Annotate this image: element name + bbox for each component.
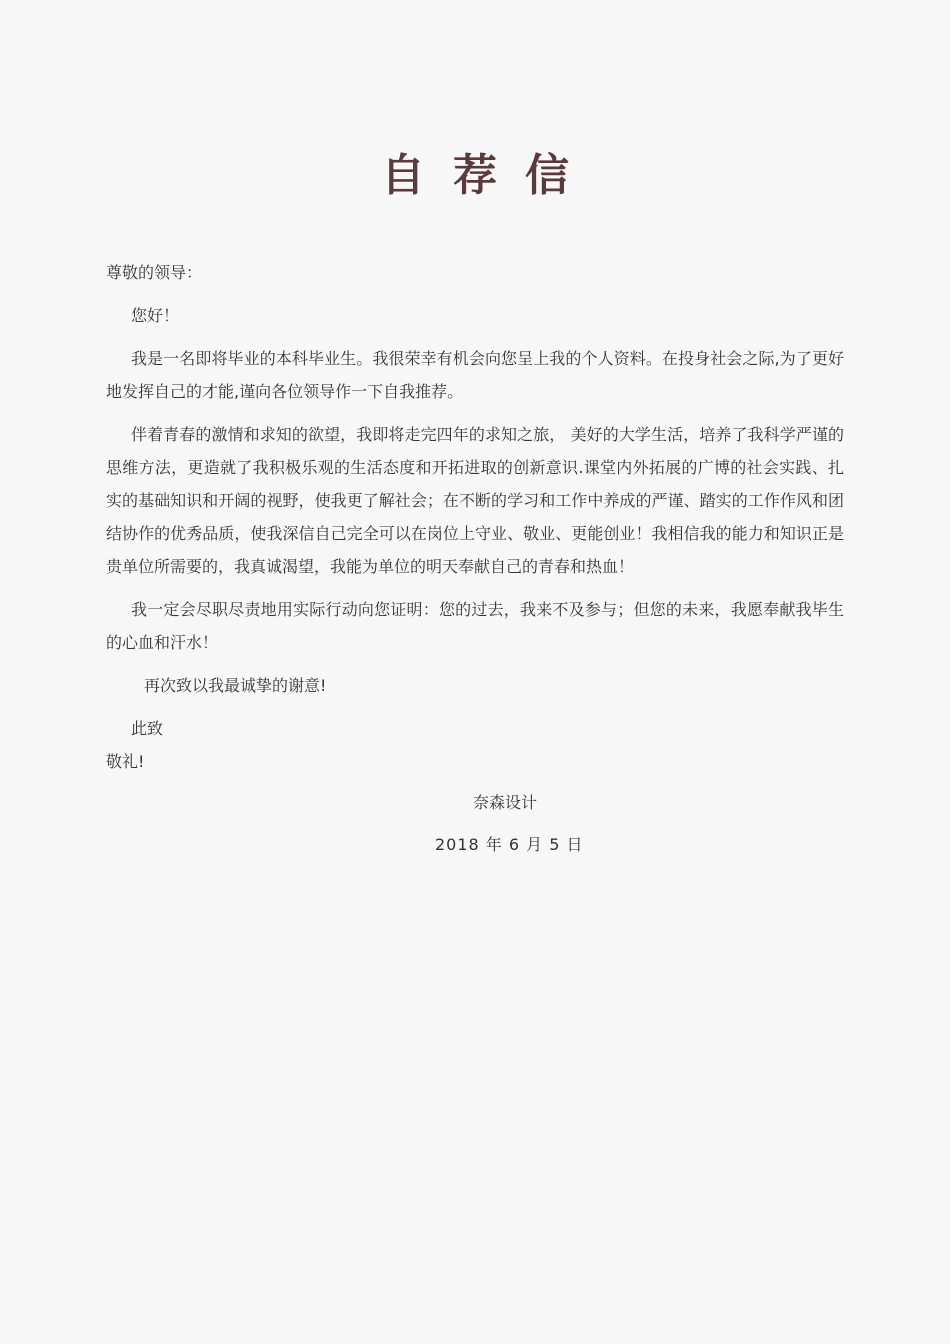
letter-title: 自荐信 [381,150,597,201]
letter-body [106,256,844,778]
paragraph-intro: 我是一名即将毕业的本科毕业生。我很荣幸有机会向您呈上我的个人资料。在投身社会之际,为了更好地发挥自己的才能,谨向各位领导作一下自我推荐。 [106,349,844,401]
thanks-line: 再次致以我最诚挚的谢意! [144,676,327,695]
signature: 奈森设计 [473,793,538,812]
greeting: 您好！ [131,306,180,325]
date: 2018 年 6 月 5 日 [435,835,584,854]
paragraph-experience: 伴着青春的激情和求知的欲望，我即将走完四年的求知之旅， 美好的大学生活，培养了我科学严谨的思维方法，更造就了我积极乐观的生活态度和开拓进取的创新意识.课堂内外拓展的广博的社会实践、扎实的基础知识和开阔的视野，使我更了解社会；在不断的学习和工作中养成的严谨、踏实的工作作风和团结协作的优秀品质，使我深信自己完全可以在岗位上守业、敬业、更能创业！我相信我的能力和知识正是贵单位所需要的，我真诚渴望，我能为单位的明天奉献自己的青春和热血！ [106,425,844,576]
closing-cizhi: 此致 [131,719,164,738]
salutation: 尊敬的领导： [106,263,203,282]
paragraph-commitment: 我一定会尽职尽责地用实际行动向您证明：您的过去，我来不及参与；但您的未来，我愿奉献我毕生的心血和汗水！ [106,600,844,652]
closing-jingli: 敬礼! [106,752,145,771]
